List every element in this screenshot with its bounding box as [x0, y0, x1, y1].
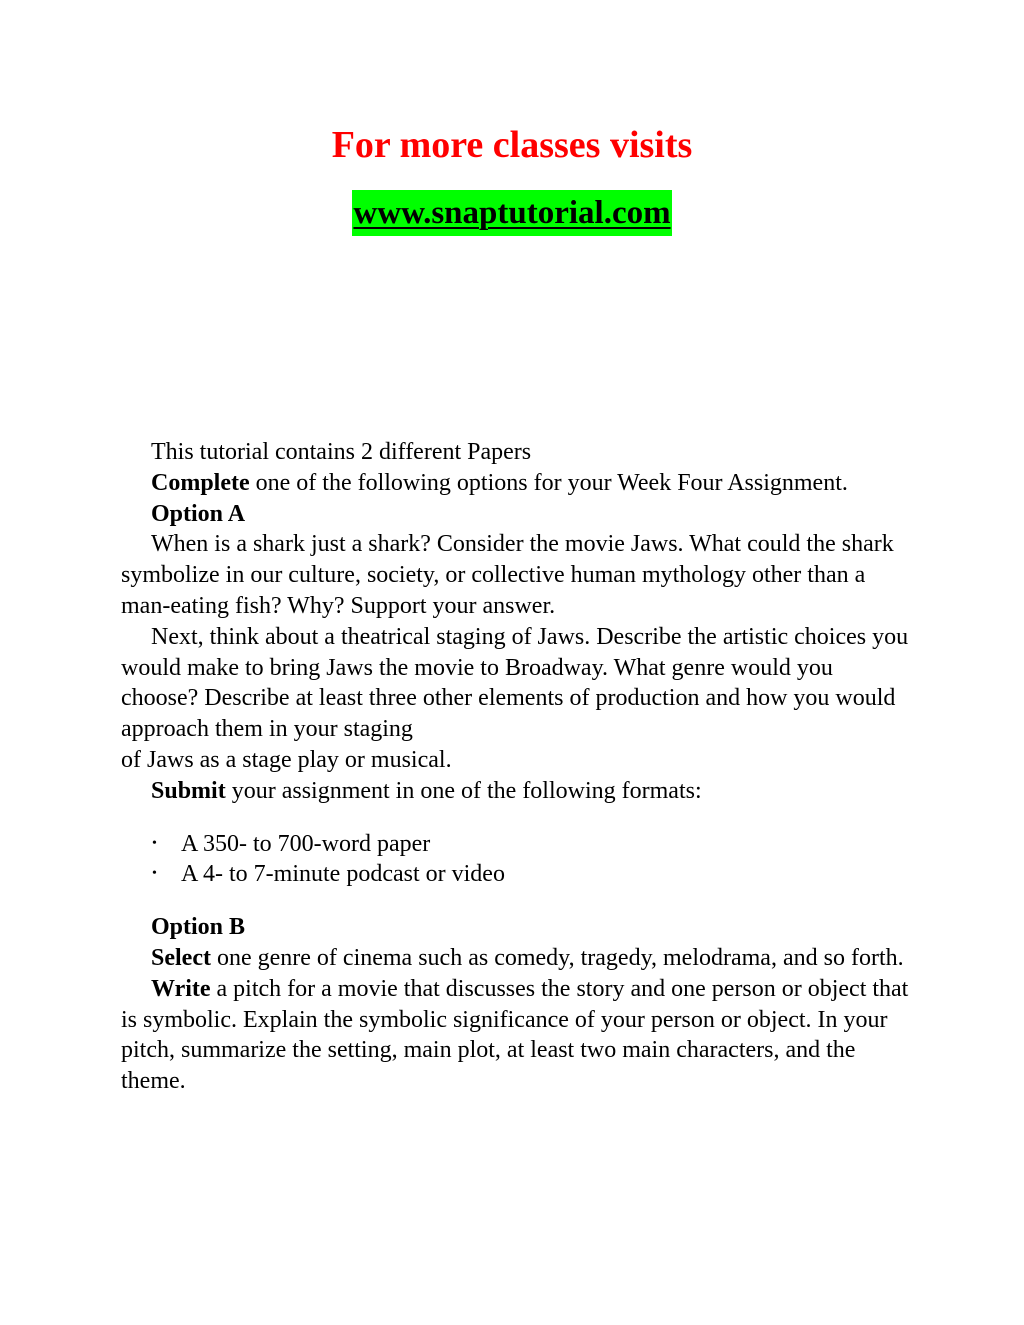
select-paragraph — [121, 943, 911, 974]
complete-paragraph — [121, 468, 911, 499]
option-a-paragraph-1: When is a shark just a shark? Consider the movie Jaws. What could the shark symbolize in our culture, society, or collective human mythology other than a man-eating fish? Why? Support your answer. — [121, 531, 894, 619]
option-a-paragraph-2-part1: Next, think about a theatrical staging of Jaws. Describe the artistic choices you would make to bring Jaws the movie to Broadway. What genre would you choose? Describe at least three other elements of production and how you would approach them in your staging — [121, 623, 909, 743]
select-text: one genre of cinema such as comedy, tragedy, melodrama, and so forth. — [210, 944, 904, 971]
assignment-body — [121, 437, 911, 1097]
write-text: a pitch for a movie that discusses the story and one person or object that is symbolic. Explain the symbolic significance of your person or object. In your pitch, summarize the setting, main plot, at least two main characters, and the theme. — [121, 975, 909, 1095]
intro-paragraph: This tutorial contains 2 different Papers — [151, 439, 532, 465]
option-b-heading — [121, 912, 911, 943]
bullet-icon: • — [152, 866, 157, 882]
list-item — [152, 829, 911, 860]
option-a-paragraph-2-part2: of Jaws as a stage play or musical. — [121, 746, 452, 773]
header-url-container — [0, 190, 1024, 236]
write-label: Write — [151, 975, 211, 1002]
complete-text: one of the following options for your Week Four Assignment. — [249, 469, 848, 496]
format-item-text: A 4- to 7-minute podcast or video — [181, 861, 505, 888]
select-label: Select — [151, 944, 211, 971]
write-paragraph — [121, 974, 911, 1097]
complete-label: Complete — [151, 469, 250, 496]
submit-text: your assignment in one of the following formats: — [225, 777, 702, 804]
format-item-text: A 350- to 700-word paper — [181, 830, 431, 857]
option-a-paragraph-2 — [121, 622, 911, 776]
submit-label: Submit — [151, 777, 226, 804]
submit-paragraph — [121, 776, 911, 807]
option-a-heading-text: Option A — [151, 500, 246, 527]
bullet-icon: • — [152, 835, 157, 851]
formats-list — [121, 829, 911, 891]
list-item — [152, 859, 911, 890]
header-title: For more classes visits — [331, 124, 693, 166]
option-b-heading-text: Option B — [151, 914, 246, 941]
website-link[interactable]: www.snaptutorial.com — [352, 190, 671, 236]
option-a-heading — [121, 499, 911, 530]
